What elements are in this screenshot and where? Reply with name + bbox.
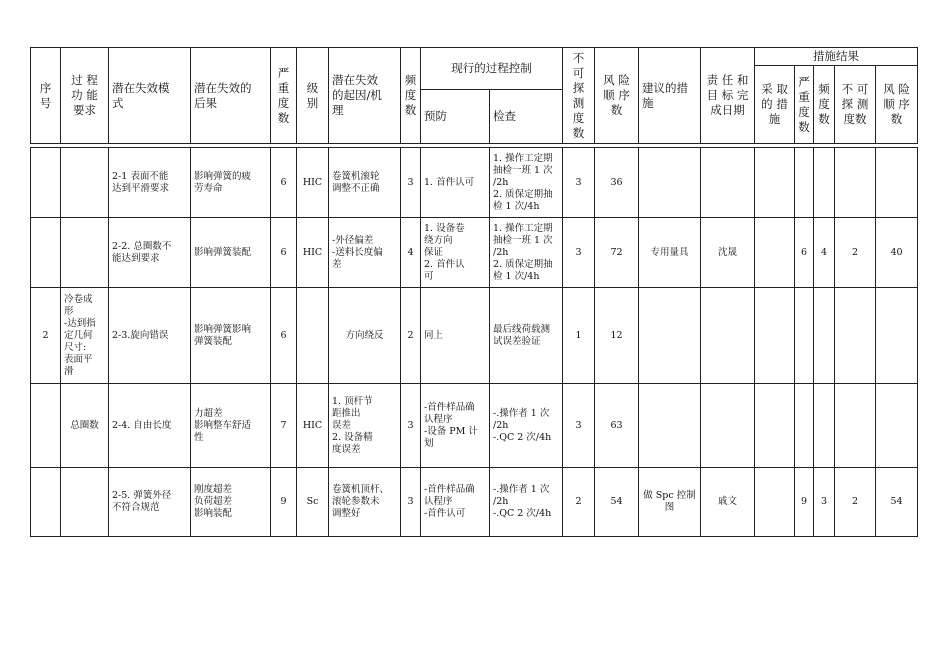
fmea-header xyxy=(30,47,918,144)
cell-mode: 2-2. 总圈数不 能达到要求 xyxy=(109,218,191,288)
cell-severity: 6 xyxy=(271,218,297,288)
cell-effect: 刚度超差 负荷超差 影响装配 xyxy=(191,468,271,537)
cell-rpn: 36 xyxy=(595,148,639,218)
cell-occurrence: 3 xyxy=(401,384,421,468)
cell-occurrence: 3 xyxy=(401,468,421,537)
cell-responsibility: 沈晟 xyxy=(701,218,755,288)
header-severity: 严 重 度 数 xyxy=(271,48,297,144)
cell-prevent: 同上 xyxy=(421,288,490,384)
cell-result-severity: 9 xyxy=(795,468,814,537)
cell-prevent: 1. 首件认可 xyxy=(421,148,490,218)
cell-effect: 力超差 影响整车舒适 性 xyxy=(191,384,271,468)
cell-action xyxy=(755,468,795,537)
header-occurrence: 频 度 数 xyxy=(401,48,421,144)
cell-result-occurrence xyxy=(814,148,835,218)
cell-result-detection xyxy=(835,384,876,468)
cell-rpn: 63 xyxy=(595,384,639,468)
header-current-control: 现行的过程控制 xyxy=(421,48,563,90)
cell-class: HIC xyxy=(297,218,329,288)
cell-result-detection: 2 xyxy=(835,218,876,288)
cell-process xyxy=(61,218,109,288)
cell-detection: 3 xyxy=(563,148,595,218)
cell-severity: 6 xyxy=(271,288,297,384)
cell-occurrence: 4 xyxy=(401,218,421,288)
cell-recommended xyxy=(639,384,701,468)
cell-detection: 3 xyxy=(563,218,595,288)
cell-cause: 1. 顶杆节 距推出 误差 2. 设备精 度误差 xyxy=(329,384,401,468)
cell-result-detection: 2 xyxy=(835,468,876,537)
table-row xyxy=(31,384,918,468)
header-result-rpn: 风 险 顺 序 数 xyxy=(876,66,918,144)
cell-cause: 卷簧机顶杆、 滚轮参数未 调整好 xyxy=(329,468,401,537)
header-failure-effect: 潜在失效的 后果 xyxy=(191,48,271,144)
header-recommended: 建议的措 施 xyxy=(639,48,701,144)
cell-cause: 方向绕反 xyxy=(329,288,401,384)
cell-result-severity xyxy=(795,288,814,384)
cell-result-severity xyxy=(795,384,814,468)
cell-severity: 6 xyxy=(271,148,297,218)
cell-responsibility xyxy=(701,288,755,384)
cell-cause: 卷簧机滚轮 调整不正确 xyxy=(329,148,401,218)
cell-effect: 影响弹簧装配 xyxy=(191,218,271,288)
cell-detect: 1. 操作工定期 抽检一班 1 次 /2h 2. 质保定期抽 检 1 次/4h xyxy=(490,148,563,218)
cell-effect: 影响弹簧的疲 劳寿命 xyxy=(191,148,271,218)
header-detect: 检查 xyxy=(490,90,563,144)
header-cause: 潜在失效 的起因/机 理 xyxy=(329,48,401,144)
cell-seq xyxy=(31,384,61,468)
cell-severity: 9 xyxy=(271,468,297,537)
cell-seq xyxy=(31,218,61,288)
cell-occurrence: 2 xyxy=(401,288,421,384)
cell-result-occurrence: 3 xyxy=(814,468,835,537)
cell-action xyxy=(755,148,795,218)
cell-class: HIC xyxy=(297,148,329,218)
cell-result-occurrence: 4 xyxy=(814,218,835,288)
cell-severity: 7 xyxy=(271,384,297,468)
cell-recommended: 专用量具 xyxy=(639,218,701,288)
cell-mode: 2-3.旋向错误 xyxy=(109,288,191,384)
cell-process: 总圈数 xyxy=(61,384,109,468)
cell-process xyxy=(61,468,109,537)
cell-class: HIC xyxy=(297,384,329,468)
cell-seq xyxy=(31,148,61,218)
cell-rpn: 54 xyxy=(595,468,639,537)
header-rpn: 风 险 顺 序 数 xyxy=(595,48,639,144)
header-result-severity: 严 重 度 数 xyxy=(795,66,814,144)
cell-detect: 最后线荷载测 试误差验证 xyxy=(490,288,563,384)
cell-prevent: -首件样品确 认程序 -设备 PM 计 划 xyxy=(421,384,490,468)
cell-process: 冷卷成 形 -达到指 定几何 尺寸: 表面平 滑 xyxy=(61,288,109,384)
cell-recommended xyxy=(639,288,701,384)
table-row xyxy=(31,468,918,537)
header-process: 过 程 功 能 要求 xyxy=(61,48,109,144)
cell-result-rpn xyxy=(876,288,918,384)
cell-detect: -.操作者 1 次 /2h -.QC 2 次/4h xyxy=(490,384,563,468)
cell-seq xyxy=(31,468,61,537)
cell-detection: 1 xyxy=(563,288,595,384)
fmea-body xyxy=(30,147,918,537)
cell-detect: 1. 操作工定期 抽检一班 1 次 /2h 2. 质保定期抽 检 1 次/4h xyxy=(490,218,563,288)
cell-mode: 2-5. 弹簧外径 不符合规范 xyxy=(109,468,191,537)
cell-responsibility xyxy=(701,148,755,218)
table-row xyxy=(31,148,918,218)
cell-detection: 3 xyxy=(563,384,595,468)
table-row xyxy=(31,288,918,384)
cell-detection: 2 xyxy=(563,468,595,537)
cell-process xyxy=(61,148,109,218)
cell-action xyxy=(755,384,795,468)
header-result-occurrence: 频 度 数 xyxy=(814,66,835,144)
cell-responsibility: 戚文 xyxy=(701,468,755,537)
header-seq: 序 号 xyxy=(31,48,61,144)
cell-mode: 2-1 表面不能 达到平滑要求 xyxy=(109,148,191,218)
cell-result-severity: 6 xyxy=(795,218,814,288)
cell-result-occurrence xyxy=(814,288,835,384)
cell-result-rpn xyxy=(876,148,918,218)
cell-action xyxy=(755,288,795,384)
header-prevent: 预防 xyxy=(421,90,490,144)
header-responsibility: 责 任 和 目 标 完 成日期 xyxy=(701,48,755,144)
cell-class xyxy=(297,288,329,384)
cell-seq: 2 xyxy=(31,288,61,384)
cell-occurrence: 3 xyxy=(401,148,421,218)
table-row xyxy=(31,218,918,288)
cell-action xyxy=(755,218,795,288)
cell-detect: -.操作者 1 次 /2h -.QC 2 次/4h xyxy=(490,468,563,537)
header-failure-mode: 潜在失效模 式 xyxy=(109,48,191,144)
header-action-taken: 采 取 的 措 施 xyxy=(755,66,795,144)
header-detection: 不 可 探 测 度 数 xyxy=(563,48,595,144)
cell-prevent: 1. 设备卷 绕方向 保证 2. 首件认 可 xyxy=(421,218,490,288)
cell-result-occurrence xyxy=(814,384,835,468)
cell-rpn: 72 xyxy=(595,218,639,288)
cell-result-detection xyxy=(835,288,876,384)
cell-mode: 2-4. 自由长度 xyxy=(109,384,191,468)
header-class: 级 别 xyxy=(297,48,329,144)
cell-result-rpn: 40 xyxy=(876,218,918,288)
cell-cause: -外径偏差 -送料长度偏 差 xyxy=(329,218,401,288)
cell-recommended xyxy=(639,148,701,218)
cell-class: Sc xyxy=(297,468,329,537)
header-results: 措施结果 xyxy=(755,48,918,66)
fmea-rows xyxy=(31,148,918,537)
header-result-detection: 不 可 探 测 度数 xyxy=(835,66,876,144)
cell-result-rpn: 54 xyxy=(876,468,918,537)
cell-effect: 影响弹簧影响 弹簧装配 xyxy=(191,288,271,384)
cell-result-detection xyxy=(835,148,876,218)
cell-result-rpn xyxy=(876,384,918,468)
cell-rpn: 12 xyxy=(595,288,639,384)
cell-recommended: 做 Spc 控制 图 xyxy=(639,468,701,537)
cell-prevent: -首件样品确 认程序 -首件认可 xyxy=(421,468,490,537)
cell-result-severity xyxy=(795,148,814,218)
cell-responsibility xyxy=(701,384,755,468)
